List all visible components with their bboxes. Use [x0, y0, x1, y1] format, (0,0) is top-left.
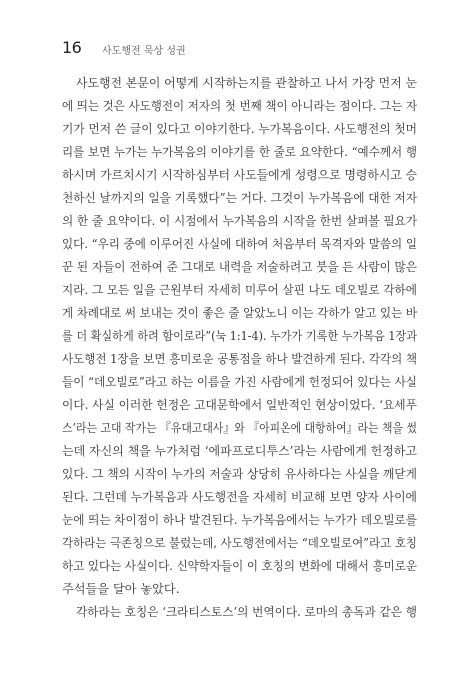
text-line: 주석들을 달아 놓았다. [62, 582, 180, 596]
text-line: 있다. “우리 중에 이루어진 사실에 대하여 처음부터 목격자와 말씀의 일 [62, 237, 417, 251]
text-line: 된다. 그런데 누가복음과 사도행전을 자세히 비교해 보면 양자 사이에 [62, 490, 417, 504]
text-line: 각하라는 극존칭으로 불렀는데, 사도행전에서는 “데오빌로여”라고 호칭 [62, 536, 417, 550]
paragraph-1 [62, 72, 417, 601]
text-line: 이다. 사실 이러한 헌정은 고대문학에서 일반적인 현상이었다. ‘요세푸 [62, 398, 417, 412]
running-head: 사도행전 묵상 성권 [102, 46, 186, 57]
text-line: 를 더 확실하게 하려 함이로라”(눅 1:1-4). 누가가 기록한 누가복음 1장과 [62, 329, 417, 343]
text-line: 스’라는 고대 작가는 『유대고대사』와 『아피온에 대항하여』라는 책을 썼 [62, 421, 417, 435]
text-line: 리를 보면 누가는 누가복음의 이야기를 한 줄로 요약한다. “예수께서 행 [62, 145, 417, 159]
text-line: 사도행전 1장을 보면 흥미로운 공통점을 하나 발견하게 된다. 각각의 책 [62, 352, 417, 366]
body-text [62, 72, 417, 624]
text-line: 각하라는 호칭은 ‘크라티스토스’의 번역이다. 로마의 총독과 같은 행 [76, 605, 417, 619]
text-line: 지라. 그 모든 일을 근원부터 자세히 미루어 살핀 나도 데오빌로 각하에 [62, 283, 417, 297]
text-line: 들이 “데오빌로”라고 하는 이름을 가진 사람에게 헌정되어 있다는 사실 [62, 375, 417, 389]
text-line: 하시며 가르치시기 시작하심부터 사도들에게 성령으로 명령하시고 승 [62, 168, 417, 182]
text-line: 하고 있다는 사실이다. 신약학자들이 이 호칭의 변화에 대해서 흥미로운 [62, 559, 417, 573]
text-line: 의 한 줄 요약이다. 이 시점에서 누가복음의 시작을 한번 살펴볼 필요가 [62, 214, 417, 228]
text-line: 에 띄는 것은 사도행전이 저자의 첫 번째 책이 아니라는 점이다. 그는 자 [62, 99, 417, 113]
text-line: 천하신 날까지의 일을 기록했다”는 거다. 그것이 누가복음에 대한 저자 [62, 191, 417, 205]
text-line: 꾼 된 자들이 전하여 준 그대로 내력을 저술하려고 붓을 든 사람이 많은 [62, 260, 417, 274]
text-line: 는데 자신의 책을 누가처럼 ‘에파프로디투스’라는 사람에게 헌정하고 [62, 444, 417, 458]
text-line: 사도행전 본문이 어떻게 시작하는지를 관찰하고 나서 가장 먼저 눈 [76, 76, 417, 90]
text-line: 눈에 띄는 차이점이 하나 발견된다. 누가복음에서는 누가가 데오빌로를 [62, 513, 417, 527]
text-line: 있다. 그 책의 시작이 누가의 저술과 상당히 유사하다는 사실을 깨닫게 [62, 467, 417, 481]
text-line: 기가 먼저 쓴 글이 있다고 이야기한다. 누가복음이다. 사도행전의 첫머 [62, 122, 417, 136]
page-number: 16 [62, 38, 82, 57]
text-line: 게 차례대로 써 보내는 것이 좋은 줄 알았노니 이는 각하가 알고 있는 바 [62, 306, 417, 320]
paragraph-2 [62, 601, 417, 624]
